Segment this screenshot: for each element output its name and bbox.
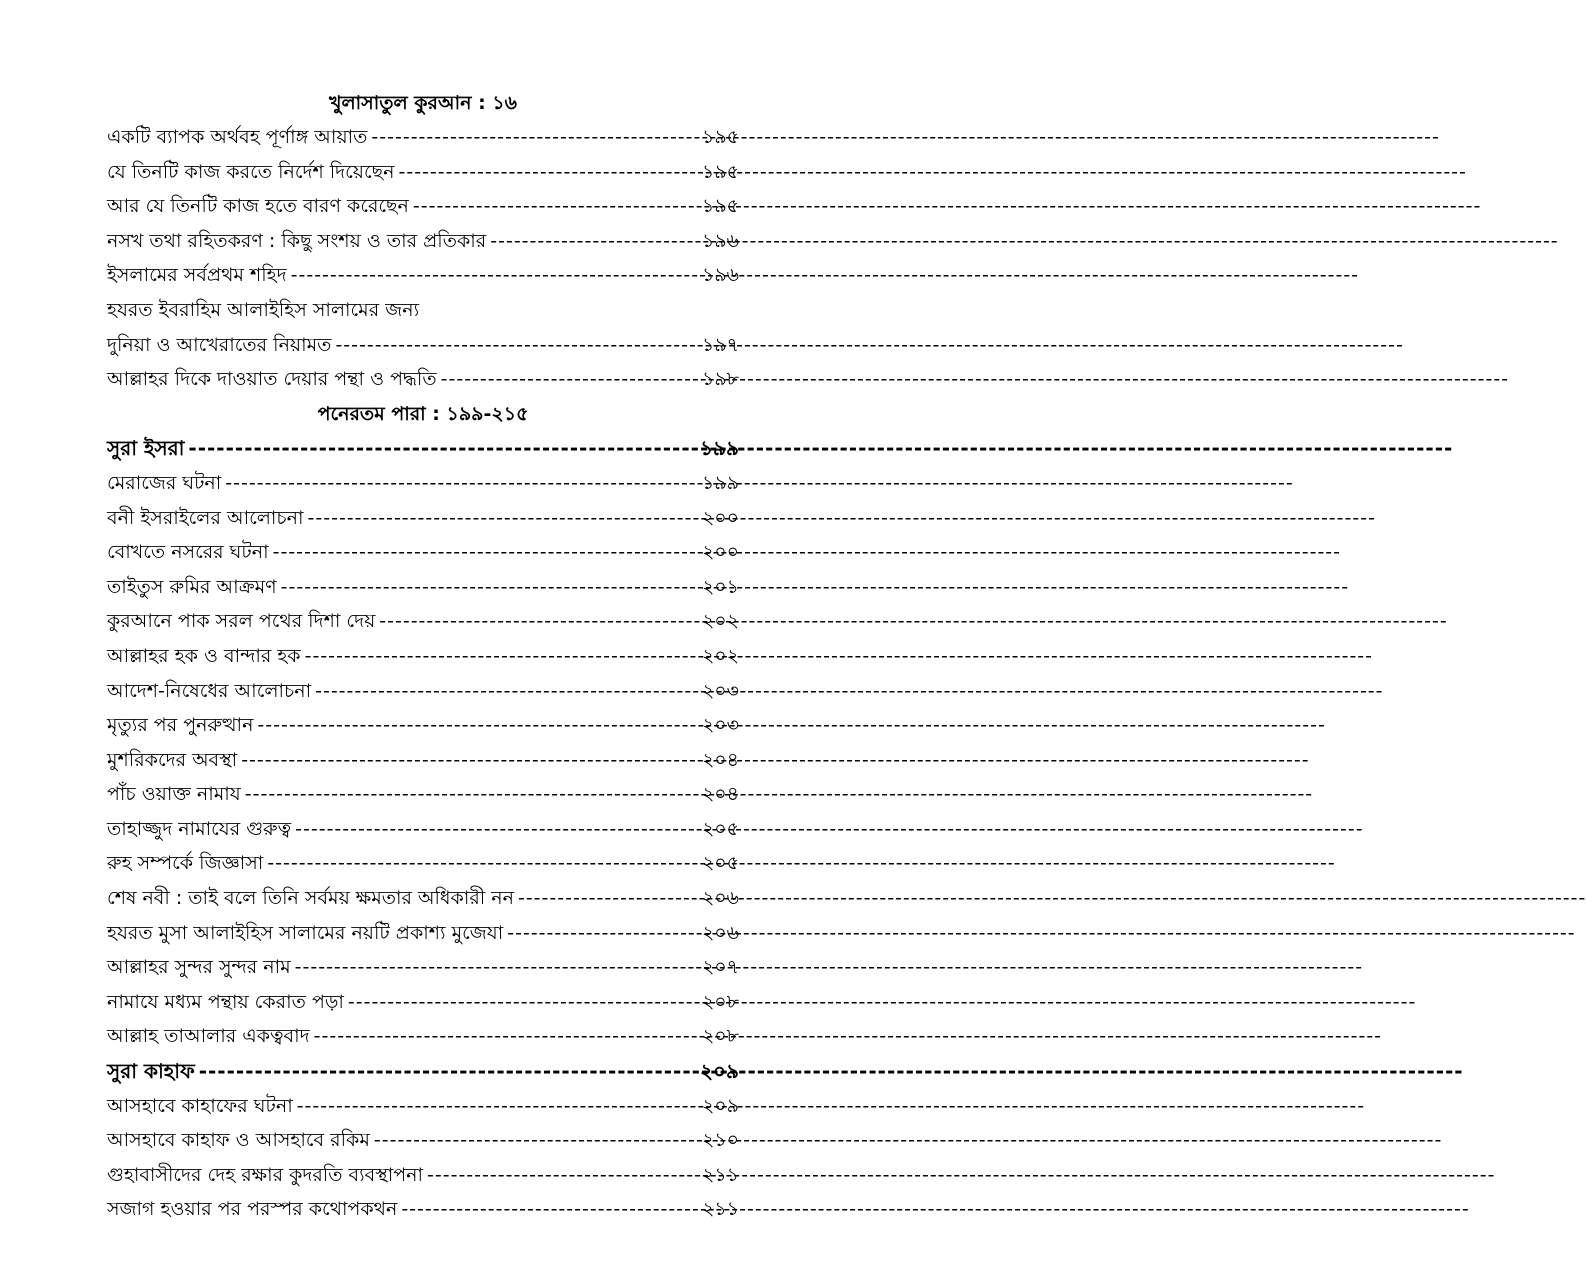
dot-leader: [314, 1019, 698, 1054]
toc-entry-row: [107, 293, 739, 328]
dot-leader: [413, 189, 698, 224]
toc-entry-title: নামাযে মধ্যম পন্থায় কেরাত পড়া: [107, 990, 344, 1013]
toc-entry-row: [107, 1158, 739, 1193]
toc-entry-row: [107, 604, 739, 639]
toc-entry-row: [107, 812, 739, 847]
toc-page-number: ১৯৬: [701, 264, 739, 287]
dot-leader: [490, 224, 698, 259]
dot-leader: [427, 1158, 698, 1193]
toc-entry-row: [107, 362, 739, 397]
toc-entry-title: বোখতে নসরের ঘটনা: [107, 541, 269, 564]
toc-entry-row: [107, 881, 739, 916]
toc-page-number: ২০০: [701, 541, 739, 564]
dot-leader: [379, 604, 698, 639]
dot-leader: [241, 743, 698, 778]
toc-page-number: ১৯৮: [702, 368, 739, 391]
dot-leader: [398, 155, 698, 190]
dot-leader: [273, 535, 698, 570]
toc-entry-title: গুহাবাসীদের দেহ রক্ষার কুদরতি ব্যবস্থাপনা: [107, 1163, 424, 1186]
dot-leader: [297, 1089, 698, 1124]
toc-entry-row: [107, 950, 739, 985]
toc-entry-row: [107, 1089, 739, 1124]
toc-entry-title: মুশরিকদের অবস্থা: [107, 748, 238, 771]
dot-leader: [225, 466, 698, 501]
dot-leader: [188, 431, 696, 466]
dot-leader: [348, 985, 698, 1020]
toc-entry-row: [107, 777, 739, 812]
toc-entry-title: বনী ইসরাইলের আলোচনা: [107, 506, 304, 529]
toc-entry-row: [107, 639, 739, 674]
toc-page-number: ২০১: [701, 575, 739, 598]
toc-page-number: ২১১: [701, 1163, 739, 1186]
toc-entry-row: [107, 743, 739, 778]
toc-page-number: ২০৮: [701, 1025, 739, 1048]
dot-leader: [401, 1192, 698, 1227]
toc-entry-row: [107, 916, 739, 951]
toc-page-number: ১৯৭: [701, 333, 739, 356]
toc-entry-title: আসহাবে কাহাফের ঘটনা: [107, 1094, 293, 1117]
toc-page-number: ২০৫: [701, 852, 739, 875]
toc-entry-title: আদেশ-নিষেধের আলোচনা: [107, 679, 312, 702]
toc-page-number: ২০৩: [701, 679, 739, 702]
toc-page-number: ১৯৯: [702, 471, 739, 494]
toc-page-number: ২১০: [701, 1129, 739, 1152]
toc-page-number: ২০৬: [701, 921, 739, 944]
dot-leader: [291, 258, 698, 293]
toc-page-number: ২০৮: [701, 990, 739, 1013]
dot-leader: [518, 881, 698, 916]
toc-entry-title: তাইতুস রুমির আক্রমণ: [107, 575, 277, 598]
toc-page-number: ২০৭: [701, 956, 739, 979]
dot-leader: [335, 328, 698, 363]
toc-list-top: [107, 120, 739, 397]
toc-entry-title: আল্লাহর সুন্দর সুন্দর নাম: [107, 956, 291, 979]
toc-entry-title: যে তিনটি কাজ করতে নির্দেশ দিয়েছেন: [107, 160, 395, 183]
toc-page-number: ২০৯: [700, 1059, 739, 1084]
toc-entry-title: মেরাজের ঘটনা: [107, 471, 222, 494]
dot-leader: [308, 501, 698, 536]
dot-leader: [267, 846, 698, 881]
toc-entry-row: [107, 1123, 739, 1158]
toc-entry-row: [107, 258, 739, 293]
dot-leader: [305, 639, 698, 674]
section-heading: পনেরতম পারা : ১৯৯-২১৫: [317, 402, 529, 425]
toc-entry-title: আর যে তিনটি কাজ হতে বারণ করেছেন: [107, 195, 409, 218]
toc-entry-title: সজাগ হওয়ার পর পরস্পর কথোপকথন: [107, 1198, 398, 1221]
toc-entry-row: [107, 501, 739, 536]
dot-leader: [281, 570, 698, 605]
toc-page-number: ১৯৬: [701, 229, 739, 252]
toc-entry-title: হযরত মুসা আলাইহিস সালামের নয়টি প্রকাশ্য মুজেযা: [107, 921, 504, 944]
toc-entry-title: একটি ব্যাপক অর্থবহ পূর্ণাঙ্গ আয়াত: [107, 126, 368, 148]
toc-page-number: ২১১: [701, 1198, 739, 1221]
toc-entry-row: [107, 846, 739, 881]
toc-entry-row: [107, 466, 739, 501]
dot-leader: [295, 950, 698, 985]
toc-entry-row: [107, 1192, 739, 1227]
toc-entry-title: আসহাবে কাহাফ ও আসহাবে রকিম: [107, 1129, 370, 1152]
toc-entry-row: [107, 674, 739, 709]
dot-leader: [371, 120, 698, 155]
toc-entry-row: [107, 985, 739, 1020]
toc-entry-title: দুনিয়া ও আখেরাতের নিয়ামত: [107, 333, 332, 356]
dot-leader: [257, 708, 698, 743]
dot-leader: [199, 1054, 696, 1089]
dot-leader: [315, 674, 698, 709]
toc-page-number: ২০৩: [701, 714, 739, 737]
toc-entry-title: নসখ তথা রহিতকরণ : কিছু সংশয় ও তার প্রতিকার: [107, 229, 487, 252]
toc-entry-row: [107, 570, 739, 605]
toc-entry-title: কুরআনে পাক সরল পথের দিশা দেয়: [107, 610, 376, 633]
toc-page-number: ১৯৫: [702, 160, 739, 183]
toc-entry-title: পাঁচ ওয়াক্ত নামায: [107, 783, 241, 806]
toc-page: [107, 88, 739, 1227]
toc-entry-title: ইসলামের সর্বপ্রথম শহিদ: [107, 264, 287, 287]
toc-entry-title: শেষ নবী : তাই বলে তিনি সর্বময় ক্ষমতার অধিকারী নন: [107, 887, 514, 910]
dot-leader: [295, 812, 698, 847]
toc-entry-title: আল্লাহ তাআলার একত্ববাদ: [107, 1025, 310, 1048]
toc-entry-title: মৃত্যুর পর পুনরুত্থান: [107, 714, 254, 737]
toc-entry-title: তাহাজ্জুদ নামাযের গুরুত্ব: [107, 817, 292, 840]
toc-entry-row: [107, 708, 739, 743]
toc-entry-row: [107, 535, 739, 570]
toc-entry-row: [107, 189, 739, 224]
toc-entry-title: সুরা কাহাফ: [107, 1059, 195, 1084]
dot-leader: [507, 916, 698, 951]
toc-list-section: [107, 431, 739, 1227]
toc-page-number: ২০৬: [701, 887, 739, 910]
toc-entry-row: [107, 120, 739, 155]
dot-leader: [374, 1123, 698, 1158]
toc-page-number: ২০০: [701, 506, 739, 529]
toc-entry-title: সুরা ইসরা: [107, 436, 185, 461]
toc-entry-row: [107, 155, 739, 190]
dot-leader: [245, 777, 698, 812]
toc-entry-row: [107, 224, 739, 259]
toc-page-number: ১৯৯: [700, 436, 739, 461]
dot-leader: [441, 362, 698, 397]
page-header: খুলাসাতুল কুরআন : ১৬: [329, 92, 517, 114]
toc-chapter-row: [107, 431, 739, 466]
toc-entry-title: রুহ সম্পর্কে জিজ্ঞাসা: [107, 852, 264, 875]
toc-page-number: ২০৪: [701, 783, 739, 806]
toc-entry-row: [107, 1019, 739, 1054]
toc-entry-title: হযরত ইবরাহিম আলাইহিস সালামের জন্য: [107, 298, 420, 321]
toc-page-number: ২০২: [701, 610, 739, 633]
toc-chapter-row: [107, 1054, 739, 1089]
toc-page-number: ২০৯: [701, 1094, 739, 1117]
toc-page-number: ২০৪: [701, 748, 739, 771]
toc-page-number: ২০২: [701, 644, 739, 667]
toc-entry-row: [107, 328, 739, 363]
toc-page-number: ১৯৫: [702, 195, 739, 218]
toc-page-number: ২০৫: [701, 817, 739, 840]
toc-entry-title: আল্লাহর হক ও বান্দার হক: [107, 644, 301, 667]
toc-entry-title: আল্লাহর দিকে দাওয়াত দেয়ার পন্থা ও পদ্ধতি: [107, 368, 437, 391]
toc-page-number: ১৯৫: [702, 126, 739, 148]
